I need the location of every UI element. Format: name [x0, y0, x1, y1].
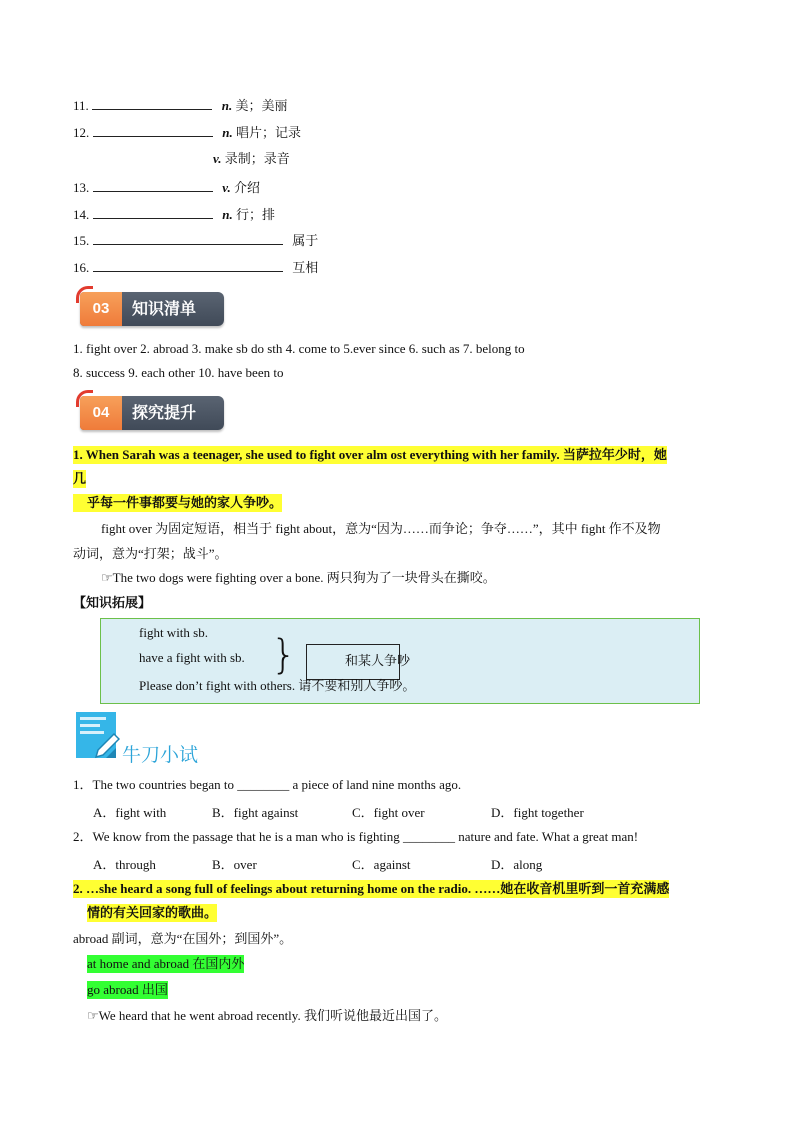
- knowledge-list-line-1: 1. fight over 2. abroad 3. make sb do sth 4. come to 5.ever since 6. such as 7. belong to: [73, 341, 525, 356]
- question-2: 2．We know from the passage that he is a man who is fighting ________ nature and fate. What a great man!: [73, 829, 639, 844]
- section-title: 知识清单: [132, 299, 197, 318]
- vocab-number: 11.: [73, 98, 89, 113]
- q1-option-b[interactable]: B．fight against: [212, 805, 299, 820]
- vocab-meaning: 介绍: [234, 180, 261, 195]
- section-title: 探究提升: [132, 403, 197, 422]
- vocab-line-12: [73, 123, 301, 142]
- q1-option-c[interactable]: C．fight over: [352, 805, 425, 820]
- point2-heading-line2: 情的有关回家的歌曲。: [87, 905, 218, 920]
- part-of-speech: n.: [222, 125, 233, 140]
- section-number: 04: [80, 396, 122, 430]
- brace-icon: }: [271, 632, 297, 678]
- part-of-speech: v.: [213, 151, 222, 166]
- answer-blank[interactable]: [93, 178, 213, 192]
- vocab-number: 12.: [73, 125, 90, 140]
- vocab-line-12b: [213, 150, 290, 168]
- answer-blank[interactable]: [93, 123, 213, 137]
- answer-blank[interactable]: [92, 96, 212, 110]
- vocab-line-14: [73, 205, 275, 224]
- vocab-line-13: [73, 178, 260, 197]
- point1-example: ☞The two dogs were fighting over a bone. 两只狗为了一块骨头在撕咬。: [101, 570, 496, 585]
- point1-explain-line2: 动词，意为“打架；战斗”。: [73, 546, 228, 561]
- vocab-line-16: [73, 258, 318, 277]
- point1-heading-line1: 1. When Sarah was a teenager, she used to fight over alm ost everything with her family. 当萨拉年少时，她: [73, 447, 667, 462]
- point1-heading-line2: 几: [73, 471, 87, 486]
- q2-option-b[interactable]: B．over: [212, 857, 257, 872]
- answer-blank[interactable]: [93, 258, 283, 272]
- vocab-meaning: 属于: [292, 233, 319, 248]
- extension-label: 【知识拓展】: [73, 596, 152, 611]
- section-03-badge: [80, 292, 224, 326]
- point2-heading-line1: 2. …she heard a song full of feelings about returning home on the radio. ……她在收音机里听到一首充满感: [73, 881, 670, 896]
- practice-title: 牛刀小试: [122, 744, 199, 766]
- answer-blank[interactable]: [93, 205, 213, 219]
- vocab-meaning: 行；排: [235, 207, 275, 222]
- vocab-number: 15.: [73, 233, 90, 248]
- point1-heading-line3: 乎每一件事都要与她的家人争吵。: [73, 494, 282, 512]
- notepad-pencil-icon: [76, 712, 120, 762]
- vocab-line-11: [73, 96, 288, 115]
- q1-option-a[interactable]: A．fight with: [93, 805, 167, 820]
- answer-blank[interactable]: [93, 231, 283, 245]
- vocab-meaning: 唱片；记录: [235, 125, 301, 140]
- vocab-number: 14.: [73, 207, 90, 222]
- point2-explain: abroad 副词，意为“在国外；到国外”。: [73, 931, 293, 946]
- extension-box: [100, 618, 700, 704]
- point2-example: ☞We heard that he went abroad recently. 我们听说他最近出国了。: [87, 1008, 447, 1023]
- vocab-meaning: 美；美丽: [235, 98, 288, 113]
- point1-explain-line1: fight over 为固定短语，相当于 fight about，意为“因为……而争论；争夺……”，其中 fight 作不及物: [101, 521, 661, 536]
- point2-phrase-2: go abroad 出国: [87, 982, 168, 997]
- extension-item-3: Please don’t fight with others. 请不要和别人争吵。: [139, 678, 416, 693]
- q2-option-c[interactable]: C．against: [352, 857, 411, 872]
- knowledge-list-line-2: 8. success 9. each other 10. have been to: [73, 365, 284, 380]
- question-1: 1．The two countries began to ________ a piece of land nine months ago.: [73, 777, 462, 792]
- section-number: 03: [80, 292, 122, 326]
- q2-option-a[interactable]: A．through: [93, 857, 156, 872]
- section-04-badge: [80, 396, 224, 430]
- part-of-speech: n.: [221, 98, 233, 113]
- vocab-meaning: 互相: [292, 260, 319, 275]
- point2-phrase-1: at home and abroad 在国内外: [87, 956, 245, 971]
- extension-item-1: fight with sb.: [139, 625, 208, 640]
- q2-option-d[interactable]: D．along: [491, 857, 543, 872]
- vocab-meaning: 录制；录音: [224, 151, 290, 166]
- extension-item-2: have a fight with sb.: [139, 650, 245, 665]
- vocab-number: 13.: [73, 180, 90, 195]
- q1-option-d[interactable]: D．fight together: [491, 805, 584, 820]
- extension-meaning: 和某人争吵: [345, 653, 411, 668]
- vocab-line-15: [73, 231, 318, 250]
- vocab-number: 16.: [73, 260, 90, 275]
- part-of-speech: v.: [222, 180, 231, 195]
- part-of-speech: n.: [222, 207, 233, 222]
